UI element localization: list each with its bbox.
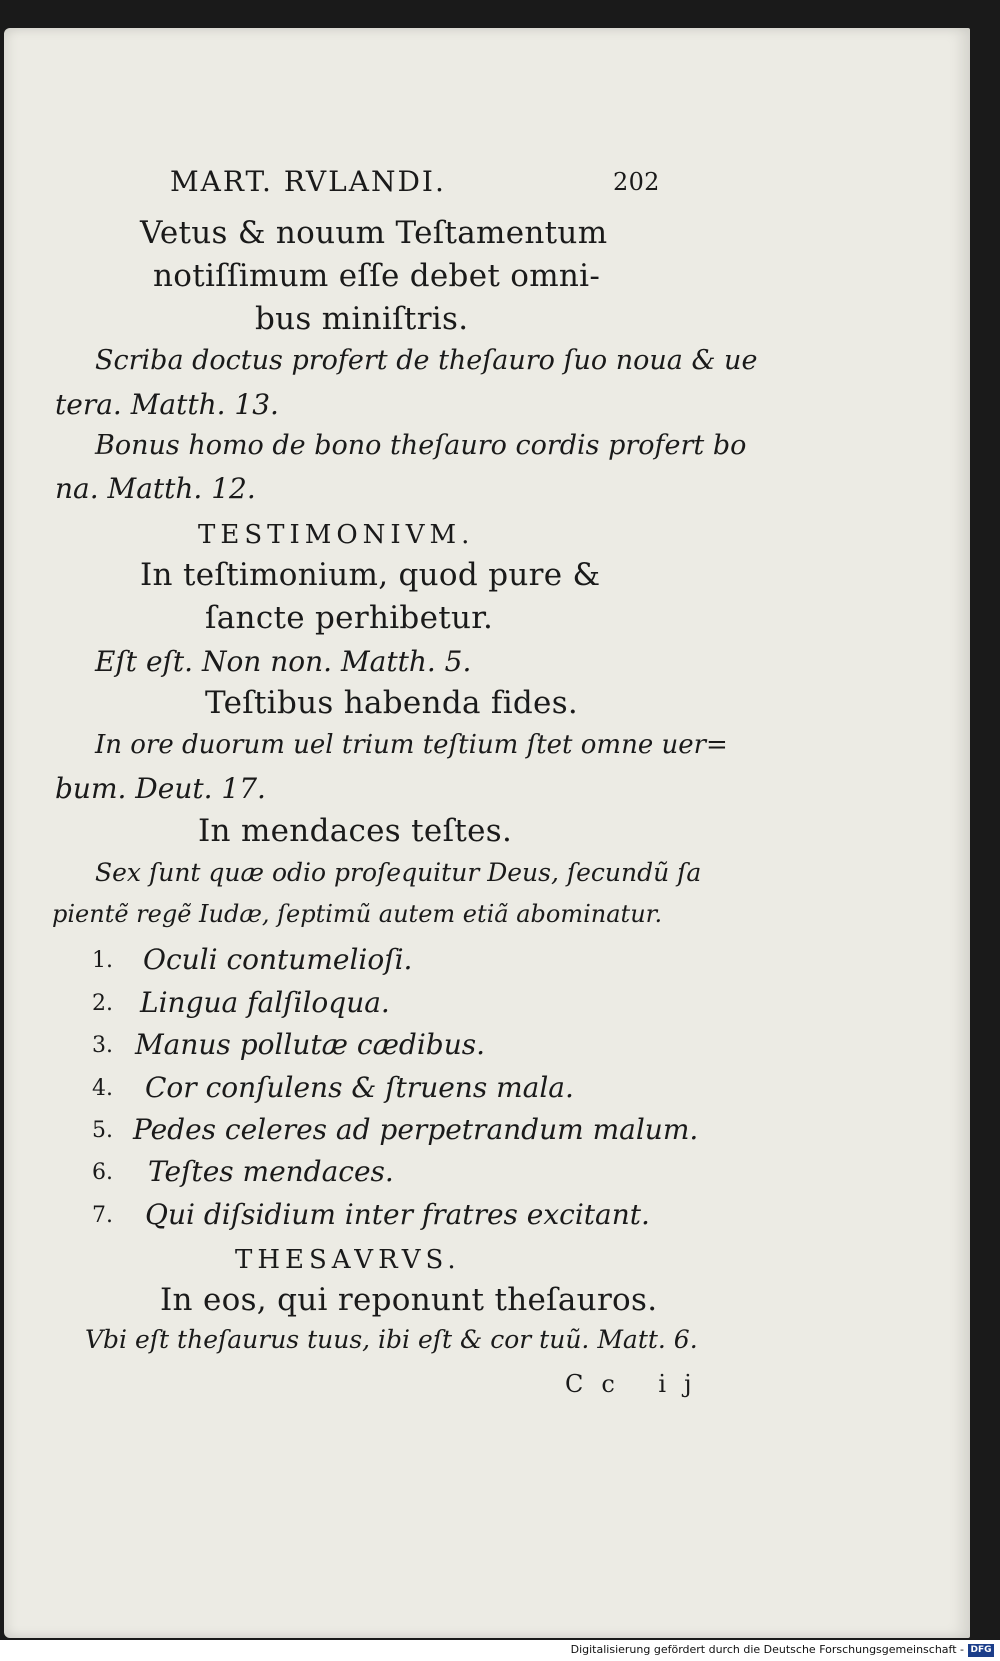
subheading: Teſtibus habenda fides. [205,685,579,721]
subheading-line-1: In teſtimonium, quod pure & [140,557,601,593]
text-line: Vbi eſt theſaurus tuus, ibi eſt & cor tuũ. Matt. 6. [85,1325,698,1354]
subheading: In eos, qui reponunt theſauros. [160,1282,658,1318]
text-line: na. Matth. 12. [55,472,256,505]
text-line: Sex ſunt quæ odio proſequitur Deus, ſecundũ ſa [95,858,702,887]
text-line: bum. Deut. 17. [55,772,266,805]
heading-line-2: notiſſimum eſſe debet omni- [153,258,601,294]
digitization-credit: Digitalisierung gefördert durch die Deutsche Forschungsgemeinschaft - [570,1643,964,1656]
text-line: In ore duorum uel trium teſtium ſtet omne uer= [95,730,728,760]
list-number: 5. [92,1118,113,1143]
list-item: Teſtes mendaces. [148,1155,394,1188]
heading-line-3: bus miniſtris. [255,301,469,337]
list-number: 3. [92,1033,113,1058]
list-item: Pedes celeres ad perpetrandum malum. [133,1113,699,1146]
page-number: 202 [613,168,660,196]
list-item: Lingua falſiloqua. [140,986,390,1019]
running-title: MART. RVLANDI. [170,165,446,198]
list-item: Qui diſsidium inter fratres excitant. [145,1198,650,1231]
dfg-logo: DFG [968,1644,994,1657]
list-item: Manus pollutæ cædibus. [135,1028,485,1061]
signature-mark: Cc ij [565,1370,710,1398]
text-line: Scriba doctus profert de theſauro ſuo noua & ue [95,345,758,376]
section-heading: TESTIMONIVM. [198,520,475,550]
text-line: pientẽ regẽ Iudæ, ſeptimũ autem etiã abominatur. [52,900,663,928]
list-item: Oculi contumelioſi. [143,943,413,976]
list-number: 1. [92,948,113,973]
text-line: Bonus homo de bono theſauro cordis profert bo [95,430,747,461]
list-number: 6. [92,1160,113,1185]
subheading-line-2: ſancte perhibetur. [205,600,494,636]
text-line: Eſt eſt. Non non. Matth. 5. [95,645,472,678]
list-number: 7. [92,1203,113,1228]
section-heading: THESAVRVS. [235,1245,461,1275]
list-number: 4. [92,1076,113,1101]
list-number: 2. [92,991,113,1016]
list-item: Cor conſulens & ſtruens mala. [145,1071,574,1104]
text-line: tera. Matth. 13. [55,388,279,421]
subheading: In mendaces teſtes. [198,813,513,849]
heading-line-1: Vetus & nouum Teſtamentum [140,215,608,251]
